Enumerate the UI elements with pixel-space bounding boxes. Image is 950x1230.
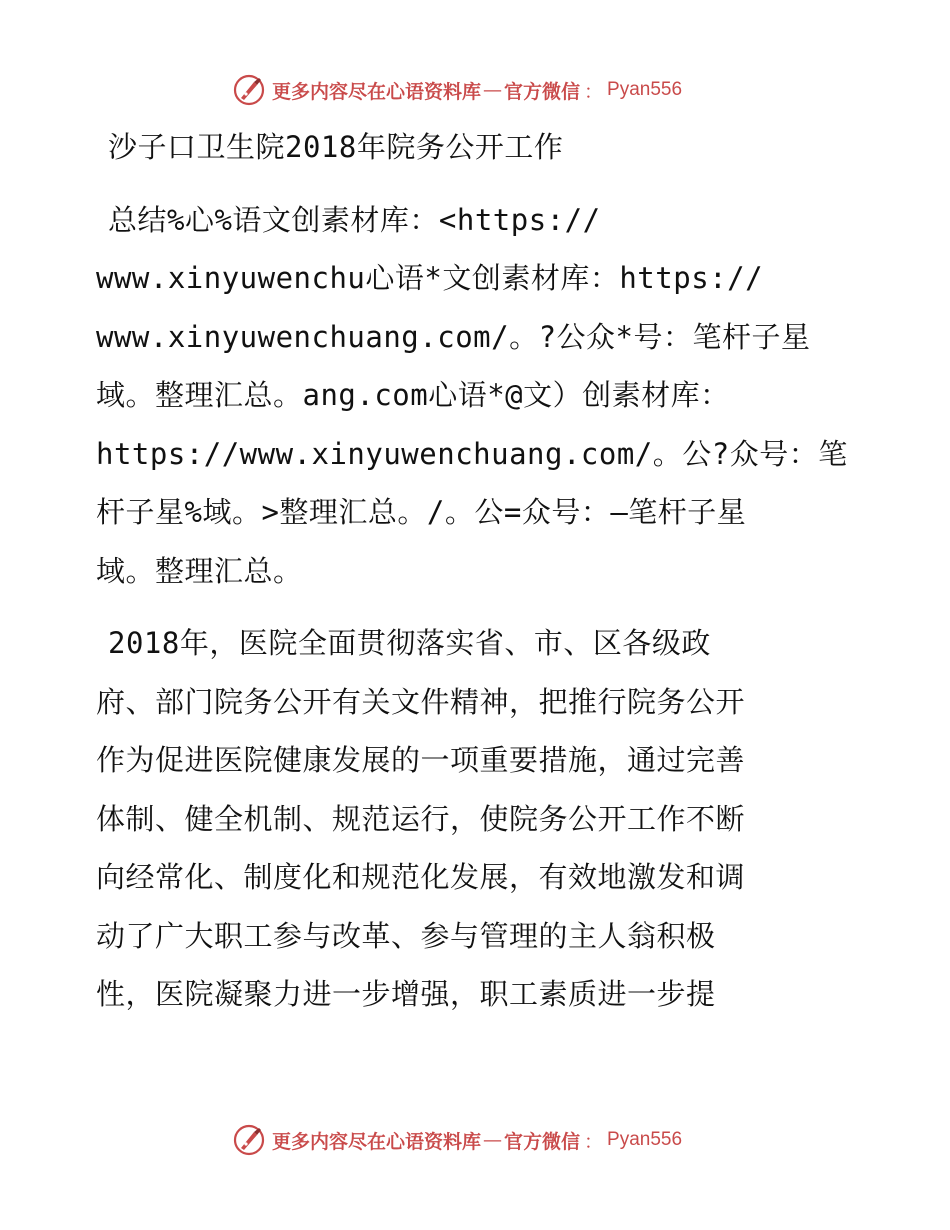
document-body bbox=[96, 118, 856, 1024]
header-banner bbox=[232, 70, 682, 110]
quill-pen-logo-icon bbox=[232, 1123, 266, 1157]
banner-dash: — bbox=[483, 1129, 503, 1151]
para2-line: 府、部门院务公开有关文件精神，把推行院务公开 bbox=[96, 684, 746, 719]
para2-line: 动了广大职工参与改革、参与管理的主人翁积极 bbox=[96, 918, 716, 953]
banner-promo-text: 更多内容尽在心语资料库 bbox=[272, 80, 482, 103]
para2-line: 体制、健全机制、规范运行，使院务公开工作不断 bbox=[96, 801, 746, 836]
para1-line: 域。整理汇总。 bbox=[96, 553, 303, 588]
footer-banner bbox=[232, 1120, 682, 1160]
banner-wechat-label: 官方微信 bbox=[504, 1130, 581, 1153]
banner-wechat-id: Pyan556 bbox=[607, 1129, 683, 1150]
para2-line: 向经常化、制度化和规范化发展，有效地激发和调 bbox=[96, 860, 746, 894]
para2-line: 作为促进医院健康发展的一项重要措施，通过完善 bbox=[96, 743, 746, 777]
banner-wechat-label: 官方微信 bbox=[504, 80, 581, 103]
quill-pen-logo-icon bbox=[232, 73, 266, 107]
para2-line: 2018年，医院全面贯彻落实省、市、区各级政 bbox=[108, 626, 711, 660]
para1-line: https://www.xinyuwenchuang.com/。公?众号：笔 bbox=[96, 436, 848, 471]
banner-colon: ： bbox=[584, 80, 604, 103]
para1-line: www.xinyuwenchu心语*文创素材库：https:// bbox=[96, 261, 764, 295]
para1-line: 总结%心%语文创素材库：<https:// bbox=[108, 202, 601, 237]
banner-promo-text: 更多内容尽在心语资料库 bbox=[272, 1130, 482, 1153]
doc-title-line: 沙子口卫生院2018年院务公开工作 bbox=[108, 130, 564, 164]
para1-line: 杆子星%域。>整理汇总。/。公=众号：—笔杆子星 bbox=[96, 495, 747, 529]
para2-line: 性，医院凝聚力进一步增强，职工素质进一步提 bbox=[96, 977, 716, 1011]
banner-colon: ： bbox=[584, 1130, 604, 1153]
para1-line: www.xinyuwenchuang.com/。?公众*号：笔杆子星 bbox=[96, 319, 811, 354]
banner-dash: — bbox=[483, 79, 503, 101]
para1-line: 域。整理汇总。ang.com心语*@文）创素材库： bbox=[96, 378, 730, 412]
banner-wechat-id: Pyan556 bbox=[607, 79, 683, 100]
